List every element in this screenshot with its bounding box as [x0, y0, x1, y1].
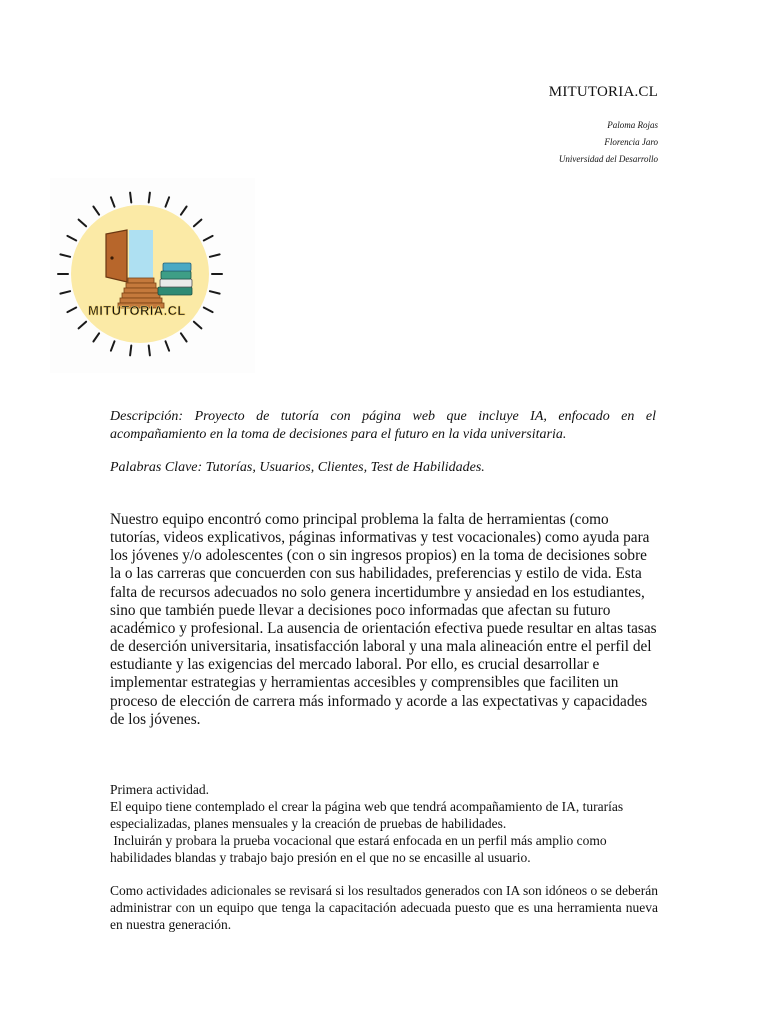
activity-title: Primera actividad.: [110, 782, 209, 797]
sun-ray: [130, 193, 131, 203]
open-door-icon: [106, 230, 127, 282]
university-name: Universidad del Desarrollo: [558, 154, 658, 164]
additional-activities-paragraph: Como actividades adicionales se revisará si los resultados generados con IA son idóneos o se deberán administrar con un equipo que tenga la capacitación adecuada puesto que es una herramienta nueva en nuestra generación.: [110, 883, 658, 932]
logo-graphic: [50, 178, 255, 373]
sun-ray: [149, 346, 150, 356]
problem-paragraph: Nuestro equipo encontró como principal problema la falta de herramientas (como tutorías, videos explicativos, páginas informativas y test vocacionales) como ayuda para los jóvenes y/o adolescentes (con o sin ingresos propios) en la toma de decisiones sobre la o las carreras que concuerden con sus habilidades, preferencias y estilo de vida. Esta falta de recursos adecuados no solo genera incertidumbre y ansiedad en los estudiantes, sino que también puede llevar a decisiones poco informadas que afectan su futuro académico y profesional. La ausencia de orientación efectiva puede resultar en altas tasas de deserción universitaria, insatisfacción laboral y una mala alineación entre el perfil del estudiante y las exigencias del mercado laboral. Por ello, es crucial desarrollar e implementar estrategias y herramientas accesibles y comprensibles que faciliten un proceso de elección de carrera más informado y acorde a las expectativas y capacidades de los jóvenes.: [110, 511, 657, 728]
sun-ray: [130, 346, 131, 356]
description-text: Descripción: Proyecto de tutoría con página web que incluye IA, enfocado en el acompañamiento en la toma de decisiones para el futuro en la vida universitaria.: [110, 409, 656, 442]
logo-text: MITUTORIA.CL: [88, 303, 186, 318]
site-title: MITUTORIA.CL: [548, 84, 658, 100]
activity-paragraph: El equipo tiene contemplado el crear la página web que tendrá acompañamiento de IA, turarías especializadas, planes mensuales y la creación de pruebas de habilidades.: [110, 799, 624, 831]
sun-ray: [149, 193, 150, 203]
keywords-text: Palabras Clave: Tutorías, Usuarios, Clientes, Test de Habilidades.: [110, 460, 485, 475]
activity-paragraph: Incluirán y probara la prueba vocacional que estará enfocada en un perfil más amplio como habilidades blandas y trabajo bajo presión en el que no se encasille al usuario.: [110, 833, 611, 865]
author-block: [559, 117, 658, 168]
mitutoria-logo: [50, 178, 255, 373]
author-name: Paloma Rojas: [607, 120, 658, 130]
author-name: Florencia Jaro: [604, 137, 658, 147]
books-icon: [158, 263, 192, 295]
activity-section: [110, 798, 658, 866]
door-opening-icon: [129, 230, 153, 280]
